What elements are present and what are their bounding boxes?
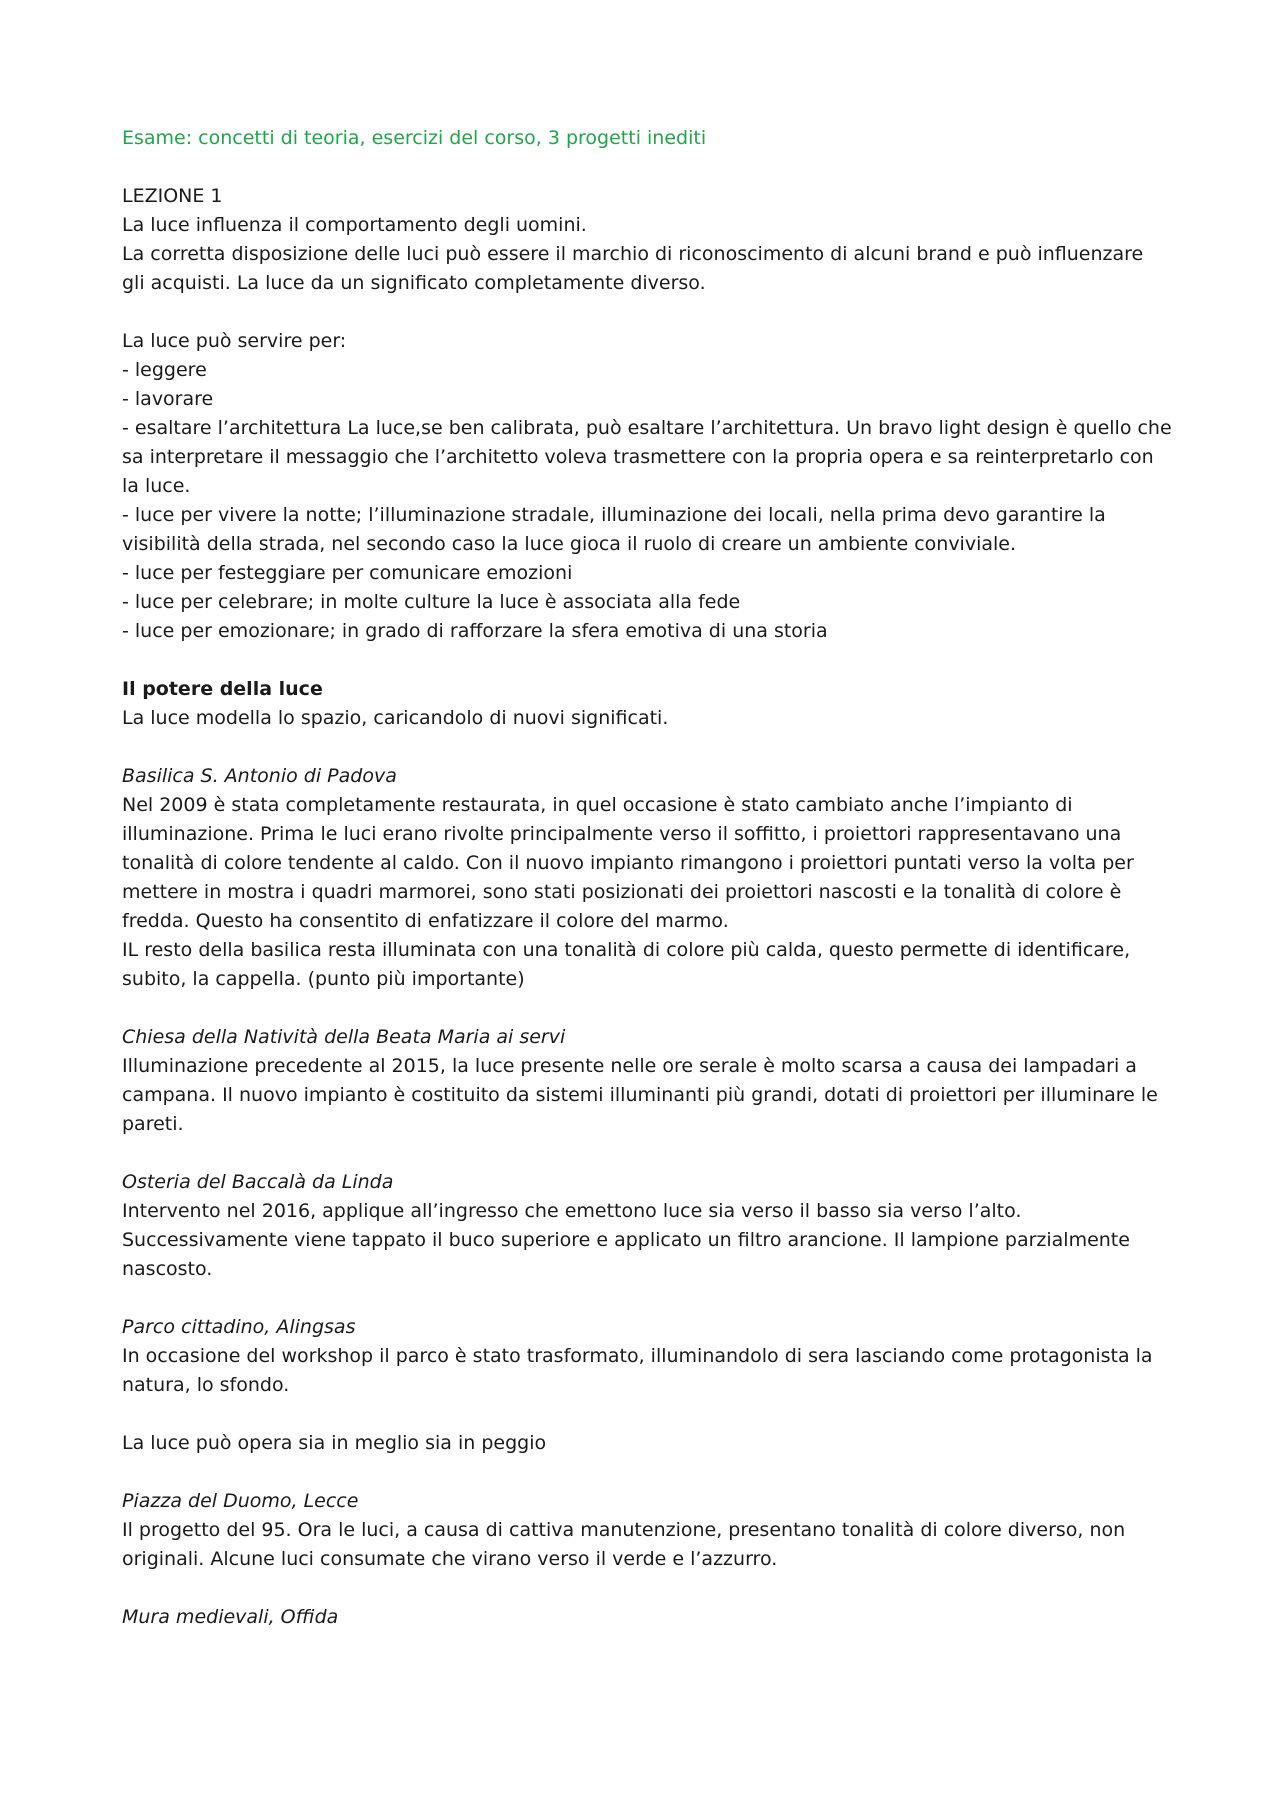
case-basilica-line: fredda. Questo ha consentito di enfatizzare il colore del marmo. <box>122 910 729 932</box>
case-parco-title: Parco cittadino, Alingsas <box>122 1316 356 1338</box>
case-piazza-line: originali. Alcune luci consumate che virano verso il verde e l’azzurro. <box>122 1548 778 1570</box>
spacer <box>122 153 1162 182</box>
uses-line: la luce. <box>122 475 191 497</box>
uses-line: - luce per vivere la notte; l’illuminazione stradale, illuminazione dei locali, nella prima devo garantire la <box>122 504 1106 526</box>
case-basilica-line: illuminazione. Prima le luci erano rivolte principalmente verso il soffitto, i proiettori rappresentavano una <box>122 823 1122 845</box>
spacer <box>122 1458 1162 1487</box>
case-chiesa-line: campana. Il nuovo impianto è costituito da sistemi illuminanti più grandi, dotati di proiettori per illuminare le <box>122 1084 1158 1106</box>
case-chiesa-title: Chiesa della Natività della Beata Maria ai servi <box>122 1026 566 1048</box>
case-parco-line: In occasione del workshop il parco è stato trasformato, illuminandolo di sera lasciando come protagonista la <box>122 1345 1153 1367</box>
case-basilica-line: IL resto della basilica resta illuminata con una tonalità di colore più calda, questo permette di identificare, <box>122 939 1131 961</box>
spacer <box>122 994 1162 1023</box>
case-osteria-line: Successivamente viene tappato il buco superiore e applicato un filtro arancione. Il lampione parzialmente <box>122 1229 1130 1251</box>
exam-note: Esame: concetti di teoria, esercizi del corso, 3 progetti inediti <box>122 127 707 149</box>
uses-line: sa interpretare il messaggio che l’architetto voleva trasmettere con la propria opera e sa reinterpretarlo con <box>122 446 1154 468</box>
intro-line: La luce influenza il comportamento degli uomini. <box>122 214 587 236</box>
case-osteria-line: nascosto. <box>122 1258 213 1280</box>
case-mura-title: Mura medievali, Offida <box>122 1606 339 1628</box>
document-page <box>122 124 1172 1632</box>
spacer <box>122 646 1162 675</box>
spacer <box>122 298 1162 327</box>
uses-line: - esaltare l’architettura La luce,se ben calibrata, può esaltare l’architettura. Un bravo light design è quello che <box>122 417 1172 439</box>
spacer <box>122 1574 1162 1603</box>
uses-heading: La luce può servire per: <box>122 330 347 352</box>
power-heading: Il potere della luce <box>122 678 323 700</box>
case-piazza-title: Piazza del Duomo, Lecce <box>122 1490 359 1512</box>
case-basilica-line: tonalità di colore tendente al caldo. Con il nuovo impianto rimangono i proiettori puntati verso la volta per <box>122 852 1134 874</box>
case-chiesa-line: Illuminazione precedente al 2015, la luce presente nelle ore serale è molto scarsa a causa dei lampadari a <box>122 1055 1137 1077</box>
uses-line: visibilità della strada, nel secondo caso la luce gioca il ruolo di creare un ambiente conviviale. <box>122 533 1017 555</box>
case-osteria-title: Osteria del Baccalà da Linda <box>122 1171 394 1193</box>
spacer <box>122 1400 1162 1429</box>
case-basilica-line: mettere in mostra i quadri marmorei, sono stati posizionati dei proiettori nascosti e la tonalità di colore è <box>122 881 1122 903</box>
intro-line: gli acquisti. La luce da un significato completamente diverso. <box>122 272 706 294</box>
case-piazza-line: Il progetto del 95. Ora le luci, a causa di cattiva manutenzione, presentano tonalità di colore diverso, non <box>122 1519 1126 1541</box>
spacer <box>122 733 1162 762</box>
spacer <box>122 1139 1162 1168</box>
uses-line: - leggere <box>122 359 207 381</box>
case-osteria-line: Intervento nel 2016, applique all’ingresso che emettono luce sia verso il basso sia verso l’alto. <box>122 1200 1022 1222</box>
case-chiesa-line: pareti. <box>122 1113 184 1135</box>
uses-line: - luce per emozionare; in grado di rafforzare la sfera emotiva di una storia <box>122 620 828 642</box>
power-text: La luce modella lo spazio, caricandolo di nuovi significati. <box>122 707 669 729</box>
uses-line: - lavorare <box>122 388 214 410</box>
case-basilica-line: Nel 2009 è stata completamente restaurata, in quel occasione è stato cambiato anche l’impianto di <box>122 794 1073 816</box>
case-basilica-title: Basilica S. Antonio di Padova <box>122 765 397 787</box>
statement: La luce può opera sia in meglio sia in peggio <box>122 1432 547 1454</box>
case-parco-line: natura, lo sfondo. <box>122 1374 290 1396</box>
spacer <box>122 1284 1162 1313</box>
lesson-title: LEZIONE 1 <box>122 185 223 207</box>
uses-line: - luce per festeggiare per comunicare emozioni <box>122 562 573 584</box>
case-basilica-line: subito, la cappella. (punto più importante) <box>122 968 525 990</box>
intro-line: La corretta disposizione delle luci può essere il marchio di riconoscimento di alcuni brand e può influenzare <box>122 243 1144 265</box>
uses-line: - luce per celebrare; in molte culture la luce è associata alla fede <box>122 591 741 613</box>
